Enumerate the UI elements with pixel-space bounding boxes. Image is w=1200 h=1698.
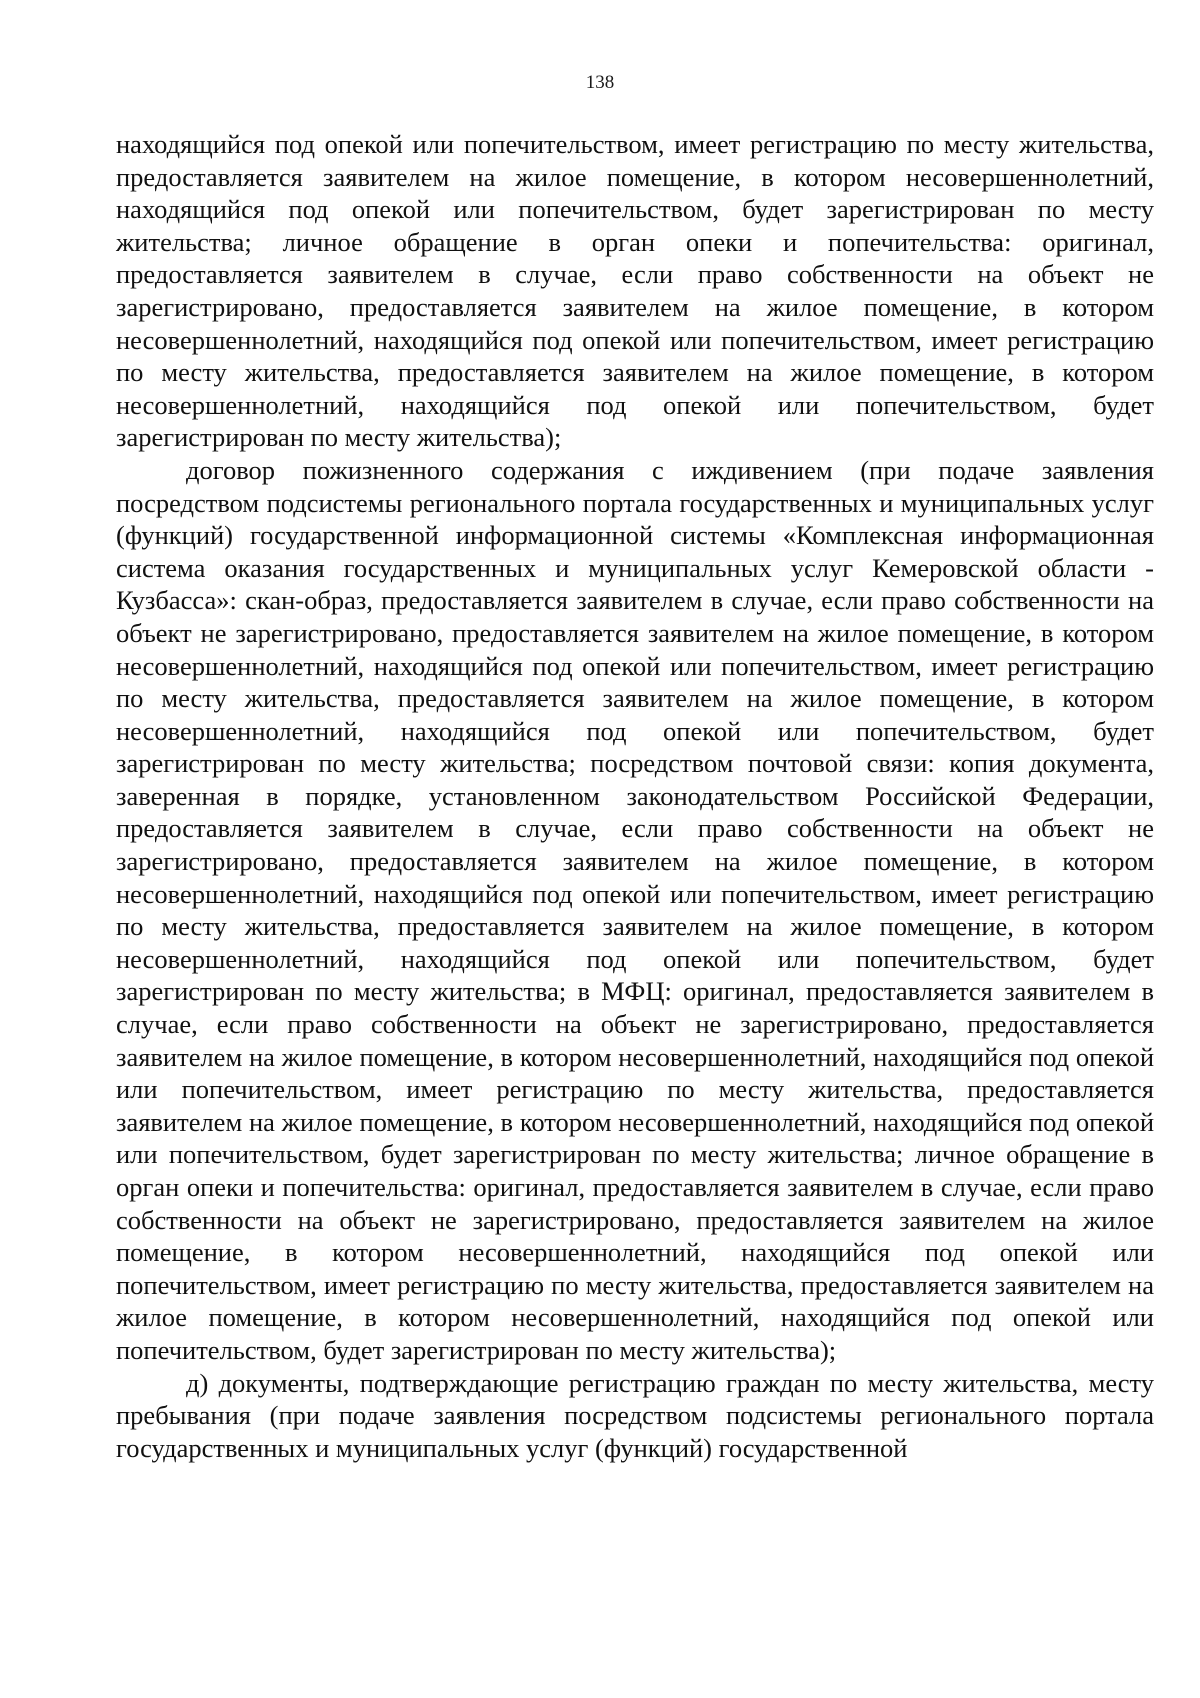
paragraph-lifetime-support-contract: договор пожизненного содержания с иждивением (при подаче заявления посредством подсистемы регионального портала государственных и муниципальных услуг (функций) государственной информационной системы «Комплексная информационная система оказания государственных и муниципальных услуг Кемеровской области - Кузбасса»: скан-образ, предоставляется заявителем в случае, если право собственности на объект не зарегистрировано, предоставляется заявителем на жилое помещение, в котором несовершеннолетний, находящийся под опекой или попечительством, имеет регистрацию по месту жительства, предоставляется заявителем на жилое помещение, в котором несовершеннолетний, находящийся под опекой или попечительством, будет зарегистрирован по месту жительства; посредством почтовой связи: копия документа, заверенная в порядке, установленном законодательством Российской Федерации, предоставляется заявителем в случае, если право собственности на объект не зарегистрировано, предоставляется заявителем на жилое помещение, в котором несовершеннолетний, находящийся под опекой или попечительством, имеет регистрацию по месту жительства, предоставляется заявителем на жилое помещение, в котором несовершеннолетний, находящийся под опекой или попечительством, будет зарегистрирован по месту жительства; в МФЦ: оригинал, предоставляется заявителем в случае, если право собственности на объект не зарегистрировано, предоставляется заявителем на жилое помещение, в котором несовершеннолетний, находящийся под опекой или попечительством, имеет регистрацию по месту жительства, предоставляется заявителем на жилое помещение, в котором несовершеннолетний, находящийся под опекой или попечительством, будет зарегистрирован по месту жительства; личное обращение в орган опеки и попечительства: оригинал, предоставляется заявителем в случае, если право собственности на объект не зарегистрировано, предоставляется заявителем на жилое помещение, в котором несовершеннолетний, находящийся под опекой или попечительством, имеет регистрацию по месту жительства, предоставляется заявителем на жилое помещение, в котором несовершеннолетний, находящийся под опекой или попечительством, будет зарегистрирован по месту жительства); — [116, 454, 1154, 1365]
document-body — [116, 128, 1154, 1464]
paragraph-item-d: д) документы, подтверждающие регистрацию граждан по месту жительства, месту пребывания (при подаче заявления посредством подсистемы регионального портала государственных и муниципальных услуг (функций) государственной — [116, 1367, 1154, 1463]
paragraph-continuation: находящийся под опекой или попечительством, имеет регистрацию по месту жительства, предоставляется заявителем на жилое помещение, в котором несовершеннолетний, находящийся под опекой или попечительством, будет зарегистрирован по месту жительства; личное обращение в орган опеки и попечительства: оригинал, предоставляется заявителем в случае, если право собственности на объект не зарегистрировано, предоставляется заявителем на жилое помещение, в котором несовершеннолетний, находящийся под опекой или попечительством, имеет регистрацию по месту жительства, предоставляется заявителем на жилое помещение, в котором несовершеннолетний, находящийся под опекой или попечительством, будет зарегистрирован по месту жительства); — [116, 129, 1154, 453]
page-number: 138 — [585, 72, 615, 93]
